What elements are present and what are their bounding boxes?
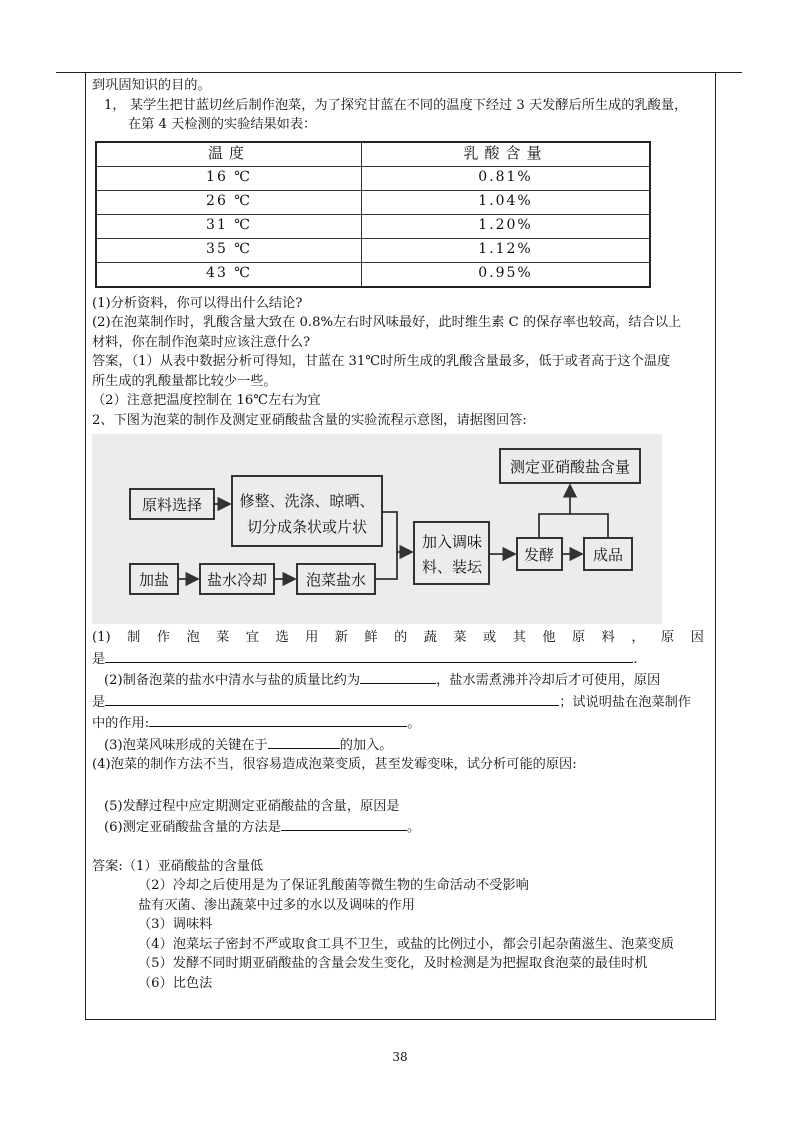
label-tiaoweiliao-2: 料、装坛	[421, 558, 483, 576]
label-yanshui: 盐水冷却	[206, 571, 268, 589]
question-2-sub-6: (6)测定亚硝酸盐含量的方法是 。	[92, 816, 710, 838]
label-tiaoweiliao-1: 加入调味	[421, 533, 483, 551]
label-xiuzheng-1: 修整、洗涤、晾晒、	[239, 492, 375, 510]
question-2-answer-6: （6）比色法	[138, 975, 213, 991]
question-2-answer-2-cont: 盐有灭菌、渗出蔬菜中过多的水以及调味的作用	[138, 897, 415, 913]
page-number: 38	[392, 1050, 408, 1064]
label-paocaiyanshui: 泡菜盐水	[305, 571, 367, 589]
table-header-row	[96, 142, 650, 167]
question-2-sub-1-cont: 是 .	[92, 648, 710, 670]
intro-line: 到巩固知识的目的。	[92, 78, 211, 93]
label-ceding: 测定亚硝酸盐含量	[509, 458, 631, 476]
answer-blank[interactable]	[105, 648, 633, 663]
answer-blank[interactable]	[105, 691, 559, 706]
table-cell-lactic: 1.20%	[362, 214, 651, 238]
question-1-sub-2: (2)在泡菜制作时，乳酸含量大致在 0.8%左右时风味最好，此时维生素 C 的保存率也较高，结合以上	[92, 315, 682, 330]
table-cell-lactic: 0.95%	[362, 262, 651, 287]
table-header-lactic: 乳酸含量	[362, 142, 651, 167]
question-2-sub-2-cont: 是 ；试说明盐在泡菜制作	[92, 691, 710, 713]
table-cell-temperature: 35 ℃	[96, 238, 362, 262]
question-1-sub-2-cont: 材料，你在制作泡菜时应该注意什么?	[92, 334, 311, 350]
question-2-sub-2: (2)制备泡菜的盐水中清水与盐的质量比约为 ，盐水需煮沸并冷却后才可使用，原因	[92, 669, 710, 691]
question-2-sub-4: (4)泡菜的制作方法不当，很容易造成泡菜变质，甚至发霉变味，试分析可能的原因:	[92, 757, 577, 772]
table-cell-temperature: 31 ℃	[96, 214, 362, 238]
table-row	[96, 214, 650, 238]
table-cell-temperature: 43 ℃	[96, 262, 362, 287]
answer-blank[interactable]	[360, 669, 436, 684]
table-cell-temperature: 16 ℃	[96, 166, 362, 190]
question-2-answer-1: 答案:（1）亚硝酸盐的含量低	[92, 858, 264, 874]
question-2-answer-2: （2）冷却之后使用是为了保证乳酸菌等微生物的生命活动不受影响	[138, 878, 529, 893]
question-2-sub-5: (5)发酵过程中应定期测定亚硝酸盐的含量，原因是	[104, 798, 400, 814]
question-1-text-cont: 在第 4 天检测的实验结果如表：	[128, 117, 317, 132]
answer-space	[92, 838, 710, 857]
question-2-sub-2-cont-2: 中的作用: 。	[92, 712, 710, 734]
question-2-sub-3: (3)泡菜风味形成的关键在于 的加入。	[92, 734, 710, 756]
table-row	[96, 166, 650, 190]
table-cell-temperature: 26 ℃	[96, 190, 362, 214]
question-2-answer-5: （5）发酵不同时期亚硝酸盐的含量会发生变化，及时检测是为把握取食泡菜的最佳时机	[138, 956, 648, 971]
question-1-answer-2: （2）注意把温度控制在 16℃左右为宜	[92, 393, 321, 408]
table-row	[96, 238, 650, 262]
answer-space	[92, 775, 710, 797]
page-content	[92, 76, 710, 993]
question-2-intro: 2、下图为泡菜的制作及测定亚硝酸盐含量的实验流程示意图，请据图回答:	[92, 412, 527, 428]
label-xiuzheng-2: 切分成条状或片状	[246, 518, 368, 536]
question-2-answer-3: （3）调味料	[138, 917, 213, 932]
question-2-sub-1: (1) 制 作 泡 菜 宜 选 用 新 鲜 的 蔬 菜 或 其 他 原 料 ， 原 因	[92, 630, 704, 645]
question-1-answer-cont: 所生成的乳酸量都比较少一些。	[92, 373, 277, 389]
label-chengpin: 成品	[592, 546, 624, 564]
table-cell-lactic: 0.81%	[362, 166, 651, 190]
pickle-process-diagram	[92, 434, 662, 624]
answer-blank[interactable]	[149, 712, 407, 727]
label-fajiao: 发酵	[523, 546, 555, 564]
lactic-acid-table	[95, 141, 651, 288]
table-cell-lactic: 1.04%	[362, 190, 651, 214]
table-header-temperature: 温度	[96, 142, 362, 167]
label-yuanliao: 原料选择	[141, 496, 203, 514]
answer-blank[interactable]	[281, 816, 407, 831]
table-row	[96, 190, 650, 214]
table-row	[96, 262, 650, 287]
answer-blank[interactable]	[268, 734, 340, 749]
question-1-answer: 答案，（1）从表中数据分析可得知，甘蓝在 31℃时所生成的乳酸含量最多，低于或者高于这个温度	[92, 354, 671, 369]
table-cell-lactic: 1.12%	[362, 238, 651, 262]
question-1-sub-1: (1)分析资料，你可以得出什么结论?	[92, 295, 303, 311]
label-jiayan: 加盐	[138, 571, 170, 589]
question-1-text: 1， 某学生把甘蓝切丝后制作泡菜，为了探究甘蓝在不同的温度下经过 3 天发酵后所生成的乳酸量，	[104, 97, 688, 113]
question-2-answer-4: （4）泡菜坛子密封不严或取食工具不卫生，或盐的比例过小，都会引起杂菌滋生、泡菜变质	[138, 936, 674, 952]
